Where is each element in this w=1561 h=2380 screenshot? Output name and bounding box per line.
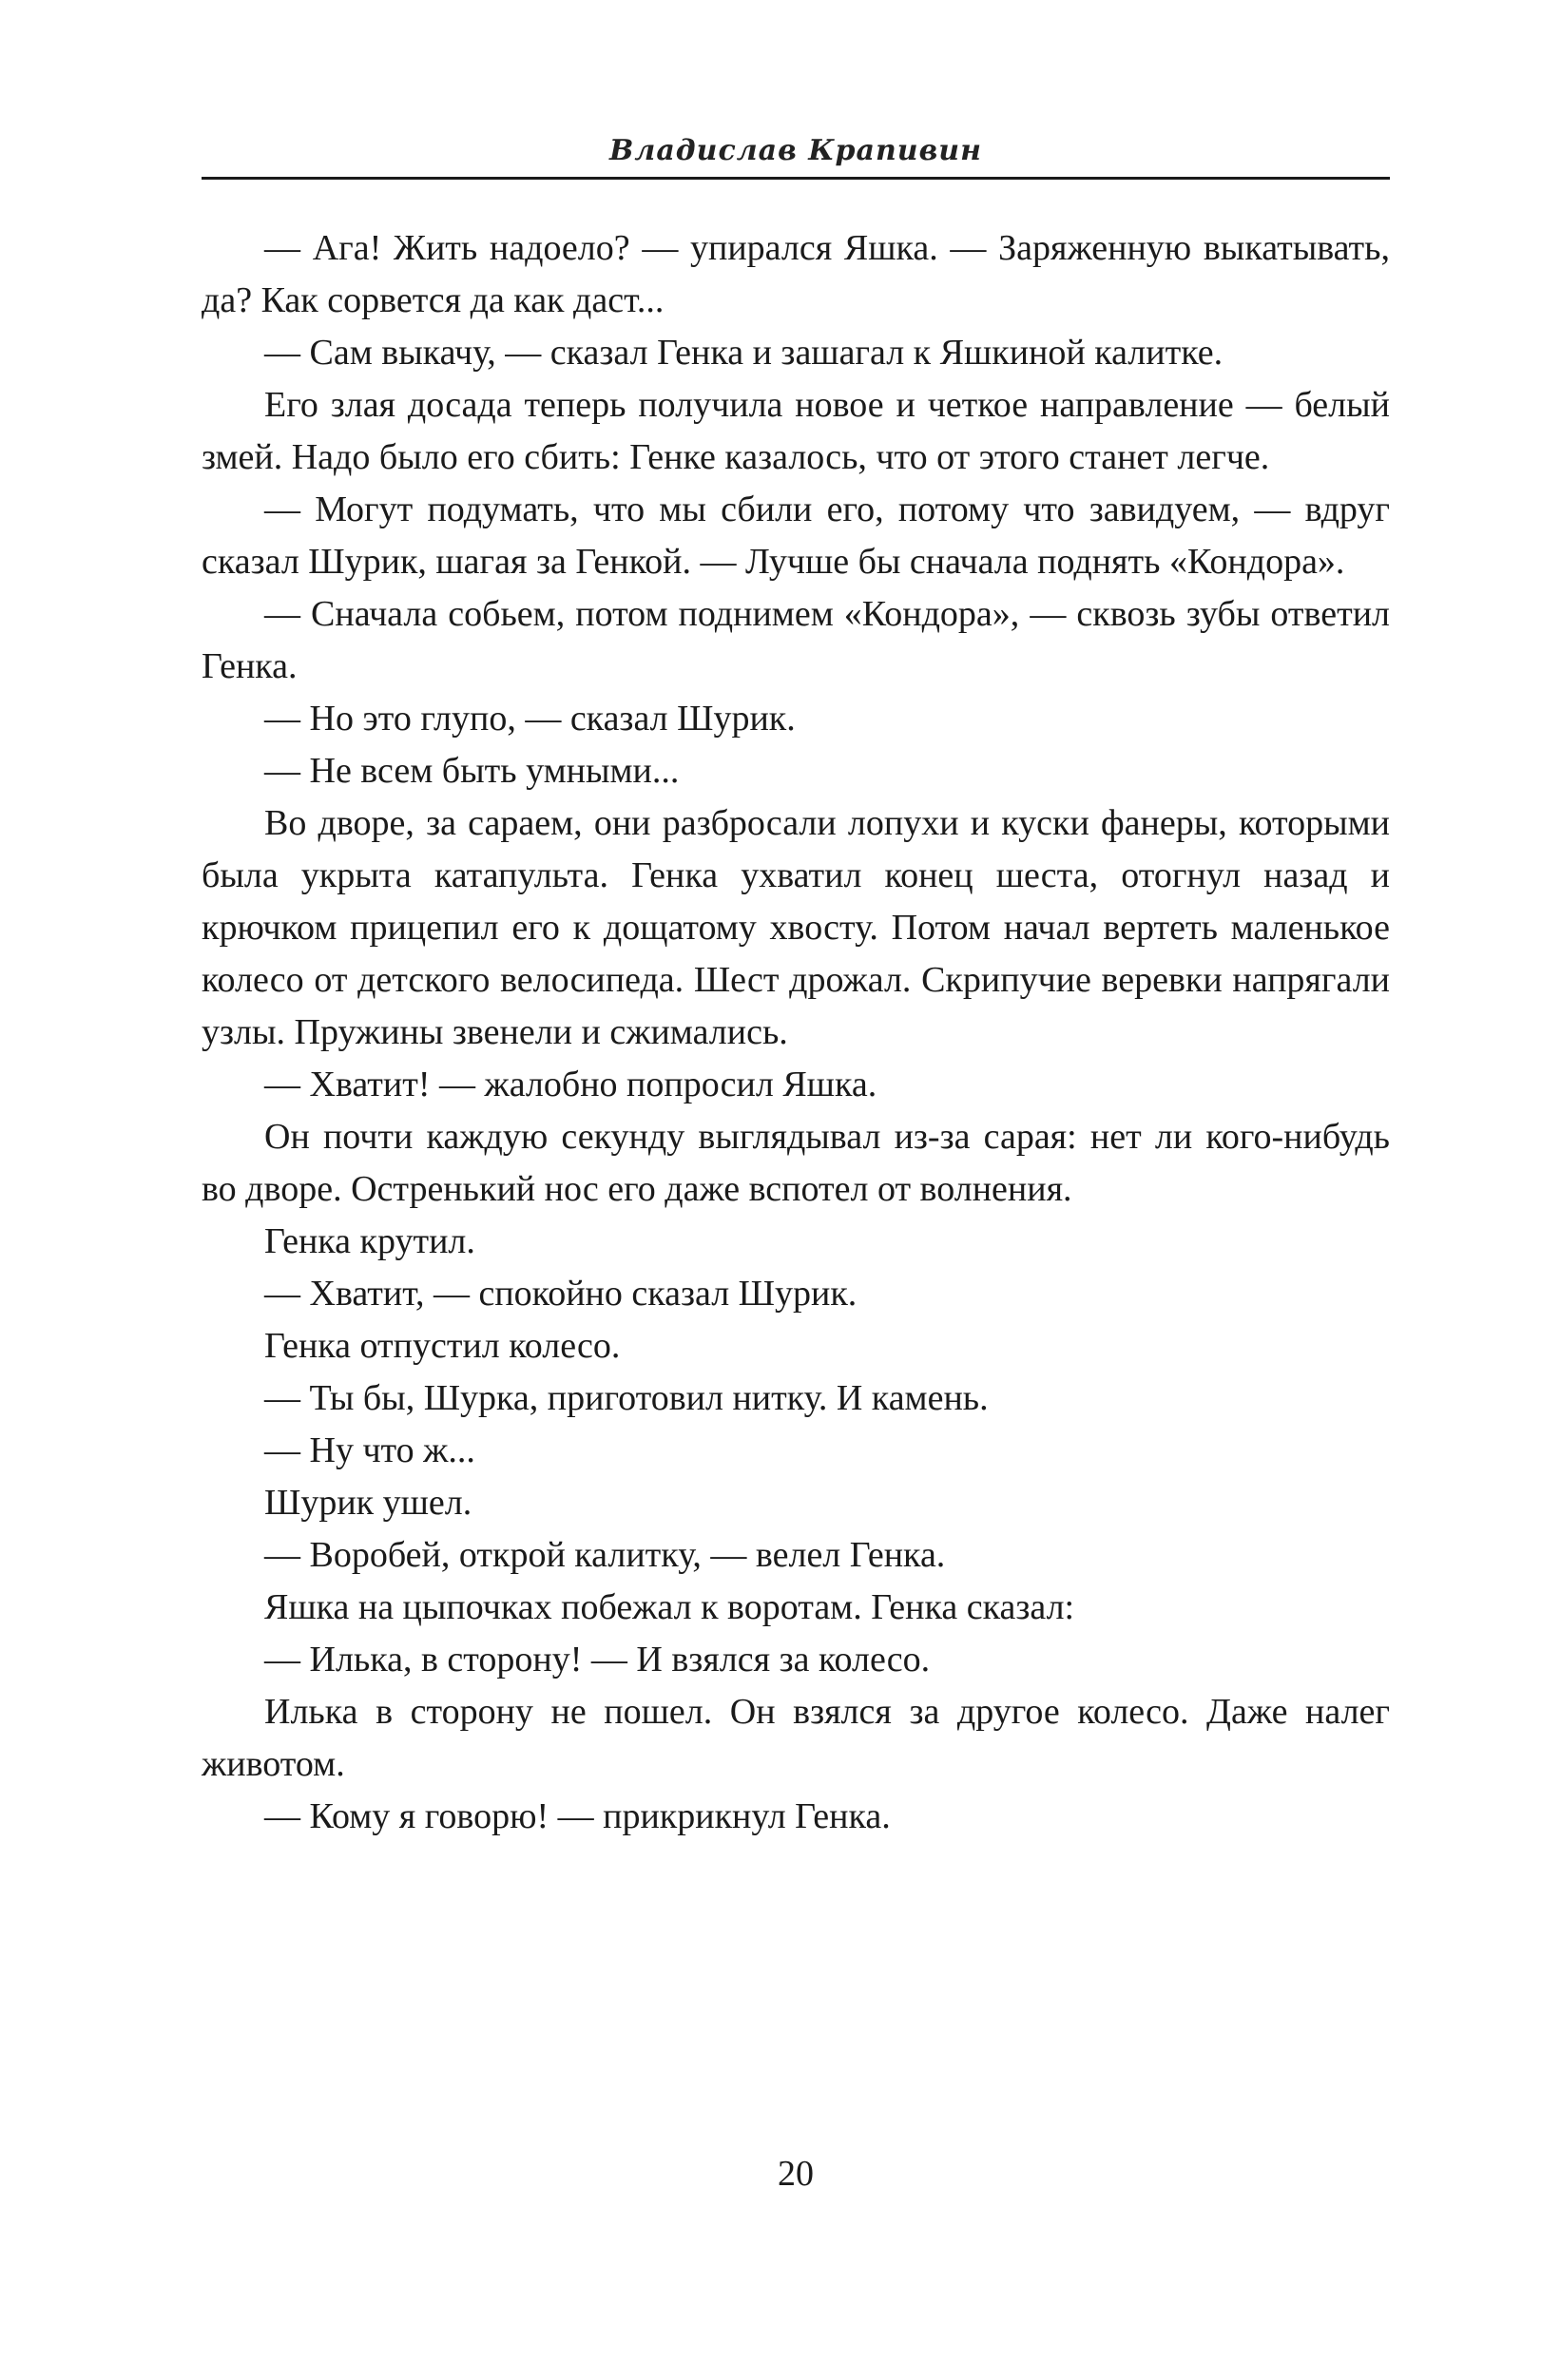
page-number: 20	[778, 2154, 814, 2194]
paragraph: Шурик ушел.	[264, 1483, 472, 1523]
paragraph: — Не всем быть умными...	[264, 751, 680, 791]
header-rule	[202, 177, 1390, 180]
paragraph: Генка отпустил колесо.	[264, 1326, 621, 1366]
paragraph: — Ну что ж...	[264, 1430, 475, 1470]
paragraph: Его злая досада теперь получила новое и четкое направление — белый змей. Надо было его сбить: Генке казалось, что от этого станет легче.	[202, 385, 1390, 477]
paragraph: — Воробей, открой калитку, — велел Генка.	[264, 1535, 946, 1575]
paragraph: — Сначала собьем, потом поднимем «Кондора», — сквозь зубы ответил Генка.	[202, 594, 1390, 686]
paragraph: — Ага! Жить надоело? — упирался Яшка. — Заряженную выкатывать, да? Как сорвется да как даст...	[202, 228, 1390, 320]
paragraph: Во дворе, за сараем, они разбросали лопухи и куски фанеры, которыми была укрыта катапульта. Генка ухватил конец шеста, отогнул назад и крючком прицепил его к дощатому хвосту. Потом начал вертеть маленькое колесо от детского велосипеда. Шест дрожал. Скрипучие веревки напрягали узлы. Пружины звенели и сжимались.	[202, 803, 1390, 1052]
paragraph: — Ты бы, Шурка, приготовил нитку. И камень.	[264, 1378, 989, 1418]
paragraph: — Кому я говорю! — прикрикнул Генка.	[264, 1796, 891, 1836]
running-head-author: Владислав Крапивин	[609, 134, 982, 167]
paragraph: — Хватит! — жалобно попросил Яшка.	[264, 1065, 877, 1104]
paragraph: Илька в сторону не пошел. Он взялся за другое колесо. Даже налег животом.	[202, 1692, 1390, 1784]
paragraph: — Могут подумать, что мы сбили его, потому что завидуем, — вдруг сказал Шурик, шагая за Генкой. — Лучше бы сначала поднять «Кондора».	[202, 489, 1390, 582]
paragraph: — Хватит, — спокойно сказал Шурик.	[264, 1274, 858, 1314]
paragraph: Яшка на цыпочках побежал к воротам. Генка сказал:	[264, 1587, 1075, 1627]
paragraph: Генка крутил.	[264, 1221, 475, 1261]
paragraph: — Сам выкачу, — сказал Генка и зашагал к Яшкиной калитке.	[264, 333, 1224, 373]
paragraph: — Но это глупо, — сказал Шурик.	[264, 699, 796, 739]
paragraph: — Илька, в сторону! — И взялся за колесо.	[264, 1640, 931, 1679]
body-text	[202, 222, 1390, 1843]
paragraph: Он почти каждую секунду выглядывал из-за сарая: нет ли кого-нибудь во дворе. Остренький нос его даже вспотел от волнения.	[202, 1117, 1390, 1209]
